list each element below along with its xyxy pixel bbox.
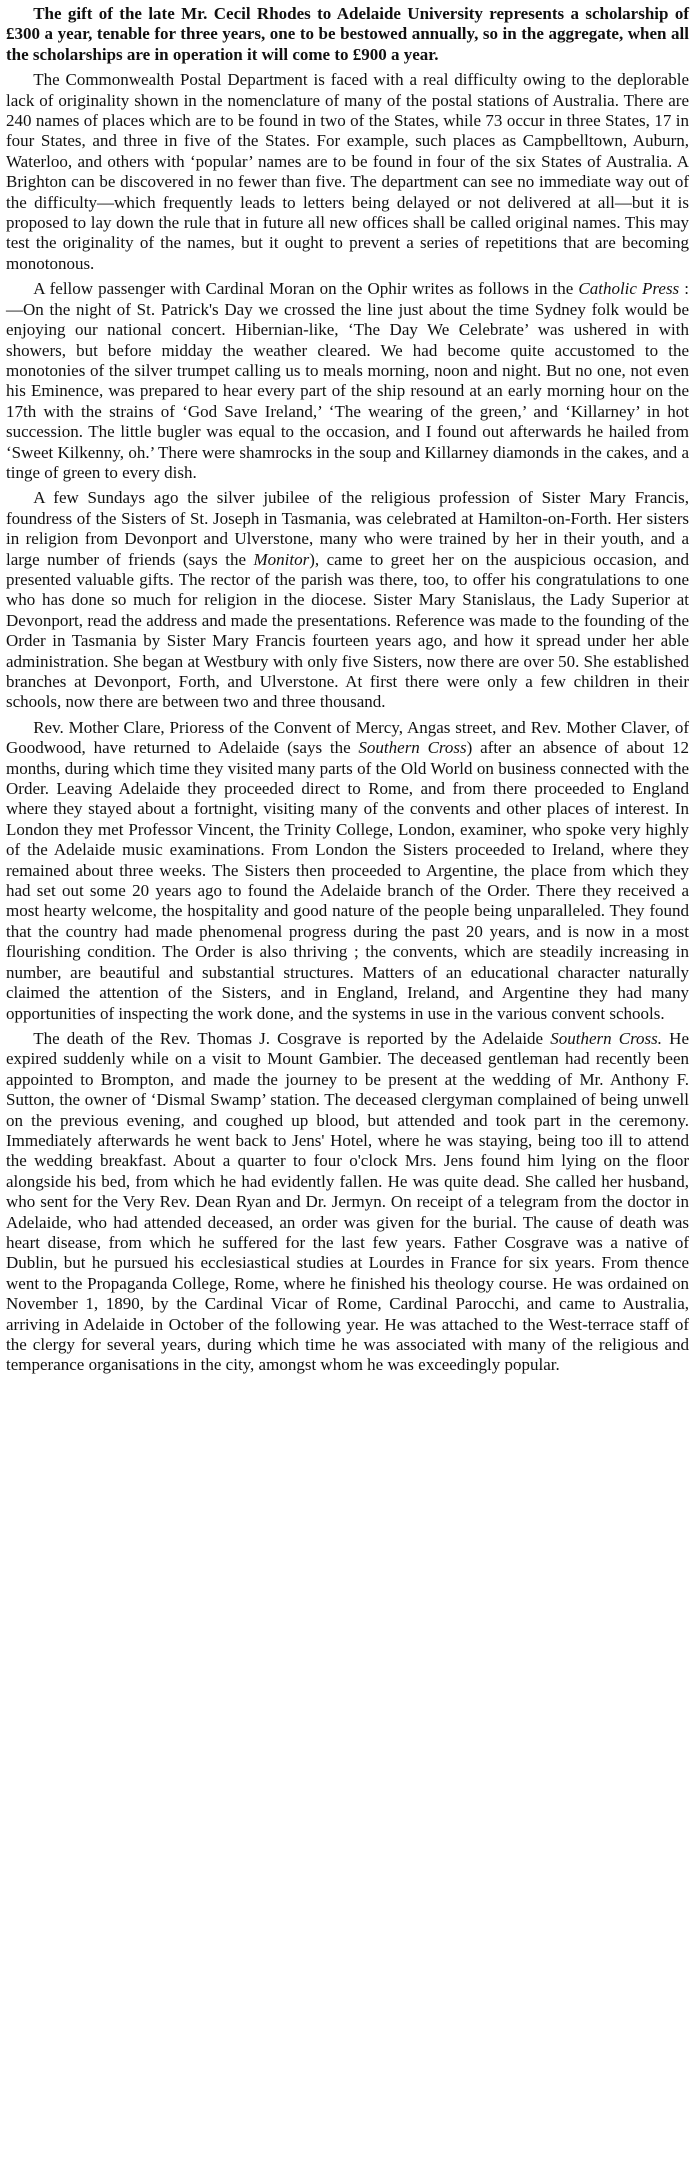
paragraph-text: Rev. Mother Clare, Prioress of the Convent of Mercy, Angas street, and Rev. Mother Claver, of Goodwood, have returned to Adelaide (says the <box>6 717 689 758</box>
paragraph-text: A fellow passenger with Cardinal Moran on the Ophir writes as follows in the <box>33 279 579 299</box>
paragraph-rhodes-scholarship <box>6 4 689 65</box>
publication-title: Catholic Press <box>578 279 680 299</box>
publication-title: Southern Cross <box>358 738 467 758</box>
paragraph-cosgrave-death <box>6 1029 689 1376</box>
paragraph-ophir-voyage <box>6 279 689 483</box>
publication-title: Monitor <box>253 549 310 569</box>
paragraph-text: The gift of the late Mr. Cecil Rhodes to Adelaide University represents a scholarship of £300 a year, tenable for three years, one to be bestowed annually, so in the aggregate, when all the scholarships are in operation it will come to £900 a year. <box>6 4 689 64</box>
paragraph-text: ), came to greet her on the auspicious occasion, and presented valuable gifts. The rector of the parish was there, too, to offer his congratulations to one who has done so much for religion in the diocese. Sister Mary Stanislaus, the Lady Superior at Devonport, read the address and made the presentations. Reference was made to the founding of the Order in Tasmania by Sister Mary Francis fourteen years ago, and how it spread under her able administration. She began at Westbury with only five Sisters, now there are over 50. She established branches at Devonport, Forth, and Ulverstone. At first there were only a few children in their schools, now there are between two and three thousand. <box>6 549 689 712</box>
paragraph-text: A few Sundays ago the silver jubilee of the religious profession of Sister Mary Francis, foundress of the Sisters of St. Joseph in Tasmania, was celebrated at Hamilton-on-Forth. Her sisters in religion from Devonport and Ulverstone, many who were trained by her in their youth, and a large number of friends (says the <box>6 488 689 569</box>
publication-title: Southern Cross. <box>550 1028 663 1048</box>
paragraph-text: He expired suddenly while on a visit to Mount Gambier. The deceased gentleman had recently been appointed to Brompton, and made the journey to be present at the wedding of Mr. Anthony F. Sutton, the owner of ‘Dismal Swamp’ station. The deceased clergyman complained of being unwell on the previous evening, and coughed up blood, but attended and took part in the ceremony. Immediately afterwards he went back to Jens' Hotel, where he was staying, being too ill to attend the wedding breakfast. About a quarter to four o'clock Mrs. Jens found him lying on the floor alongside his bed, from which he had evidently fallen. He was quite dead. She called her husband, who sent for the Very Rev. Dean Ryan and Dr. Jermyn. On receipt of a telegram from the doctor in Adelaide, who had attended deceased, an order was given for the burial. The cause of death was heart disease, from which he suffered for the last few years. Father Cosgrave was a native of Dublin, but he pursued his ecclesiastical studies at Lourdes in France for six years. From thence went to the Propaganda College, Rome, where he finished his theology course. He was ordained on November 1, 1890, by the Cardinal Vicar of Rome, Cardinal Parocchi, and came to Australia, arriving in Adelaide in October of the following year. He was attached to the West-terrace staff of the clergy for several years, during which time he was associated with many of the religious and temperance organisations in the city, amongst whom he was exceedingly popular. <box>6 1028 689 1375</box>
paragraph-silver-jubilee <box>6 488 689 712</box>
paragraph-mother-clare <box>6 718 689 1024</box>
paragraph-postal-names <box>6 70 689 274</box>
paragraph-text: The death of the Rev. Thomas J. Cosgrave is reported by the Adelaide <box>33 1028 551 1048</box>
paragraph-text: The Commonwealth Postal Department is faced with a real difficulty owing to the deplorable lack of originality shown in the nomenclature of many of the postal stations of Australia. There are 240 names of places which are to be found in two of the States, while 73 occur in three States, 17 in four States, and three in five of the States. For example, such places as Campbelltown, Auburn, Waterloo, and others with ‘popular’ names are to be found in four of the six States of Australia. A Brighton can be discovered in no fewer than five. The department can see no immediate way out of the difficulty—which frequently leads to letters being delayed or not delivered at all—but it is proposed to lay down the rule that in future all new offices shall be called original names. This may test the originality of the names, but it ought to prevent a series of repetitions that are becoming monotonous. <box>6 70 689 273</box>
paragraph-text: ) after an absence of about 12 months, during which time they visited many parts of the Old World on business connected with the Order. Leaving Adelaide they proceeded direct to Rome, and from there proceeded to England where they stayed about a fortnight, visiting many of the convents and other places of interest. In London they met Professor Vincent, the Trinity College, London, examiner, who spoke very highly of the Adelaide music examinations. From London the Sisters proceeded to Ireland, where they remained about three weeks. The Sisters then proceeded to Argentine, the place from which they had set out some 20 years ago to found the Adelaide branch of the Order. There they received a most hearty welcome, the hospitality and good nature of the people being unparalleled. They found that the country had made phenomenal progress during the past 20 years, and is now in a most flourishing condition. The Order is also thriving ; the convents, which are steadily increasing in number, are beautiful and substantial structures. Matters of an educational character naturally claimed the attention of the Sisters, and in England, Ireland, and Argentine they had many opportunities of inspecting the work done, and the systems in use in the various convent schools. <box>6 738 689 1023</box>
paragraph-text: :—On the night of St. Patrick's Day we crossed the line just about the time Sydney folk would be enjoying our national concert. Hibernian-like, ‘The Day We Celebrate’ was ushered in with showers, but before midday the weather cleared. We had become quite accustomed to the monotonies of the silver trumpet calling us to meals morning, noon and night. But no one, not even his Eminence, was prepared to hear every part of the ship resound at an early morning hour on the 17th with the strains of ‘God Save Ireland,’ ‘The wearing of the green,’ and ‘Killarney’ in hot succession. The little bugler was equal to the occasion, and I found out afterwards he hailed from ‘Sweet Kilkenny, oh.’ There were shamrocks in the soup and Killarney diamonds in the cakes, and a tinge of green to every dish. <box>6 279 689 482</box>
